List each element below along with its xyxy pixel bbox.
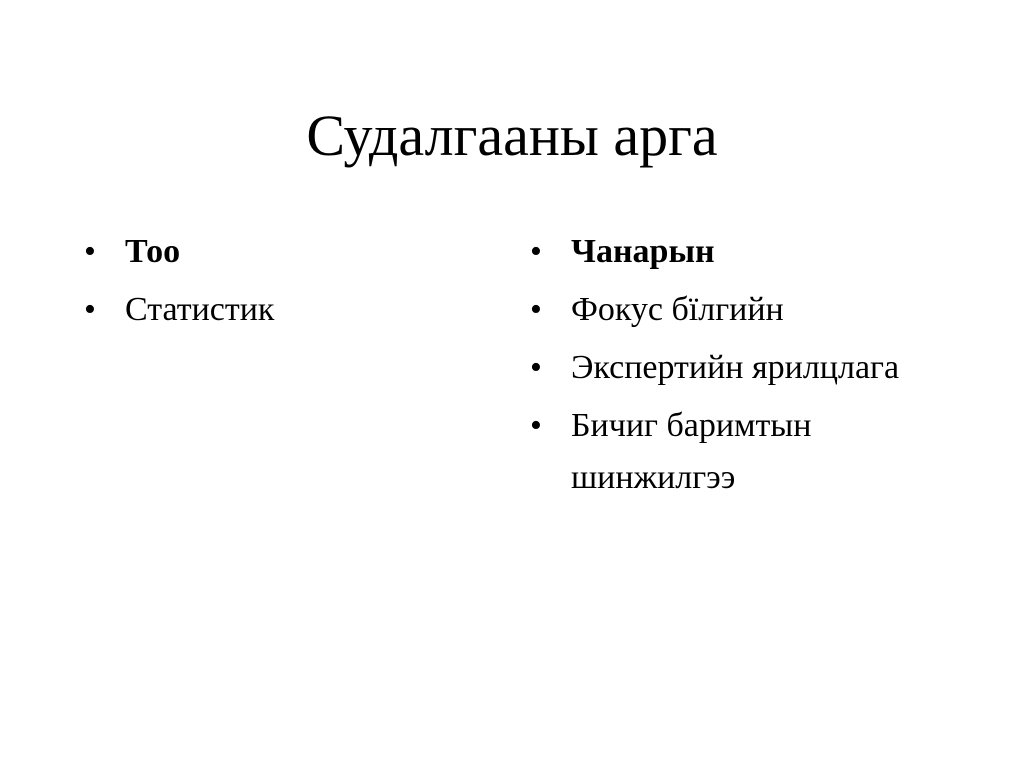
left-bullet-list — [84, 226, 484, 342]
bullet-icon: • — [530, 233, 542, 270]
list-item — [530, 342, 930, 394]
right-bullet-list — [530, 226, 930, 510]
bullet-icon: • — [530, 291, 542, 328]
bullet-icon: • — [84, 291, 96, 328]
list-item — [530, 226, 930, 278]
list-item-text: Чанарын — [571, 233, 715, 270]
bullet-icon: • — [530, 349, 542, 386]
slide-title: Судалгааны арга — [306, 103, 718, 168]
list-item-text: Фокус бїлгийн — [571, 291, 784, 328]
list-item-text: Бичиг баримтын шинжилгээ — [571, 407, 812, 496]
list-item-text: Экспертийн ярилцлага — [571, 349, 900, 386]
list-item — [84, 226, 484, 278]
list-item — [530, 284, 930, 336]
list-item-text: Тоо — [125, 233, 181, 270]
bullet-icon: • — [84, 233, 96, 270]
bullet-icon: • — [530, 407, 542, 444]
list-item-text: Статистик — [125, 291, 275, 328]
list-item — [530, 400, 930, 504]
list-item — [84, 284, 484, 336]
